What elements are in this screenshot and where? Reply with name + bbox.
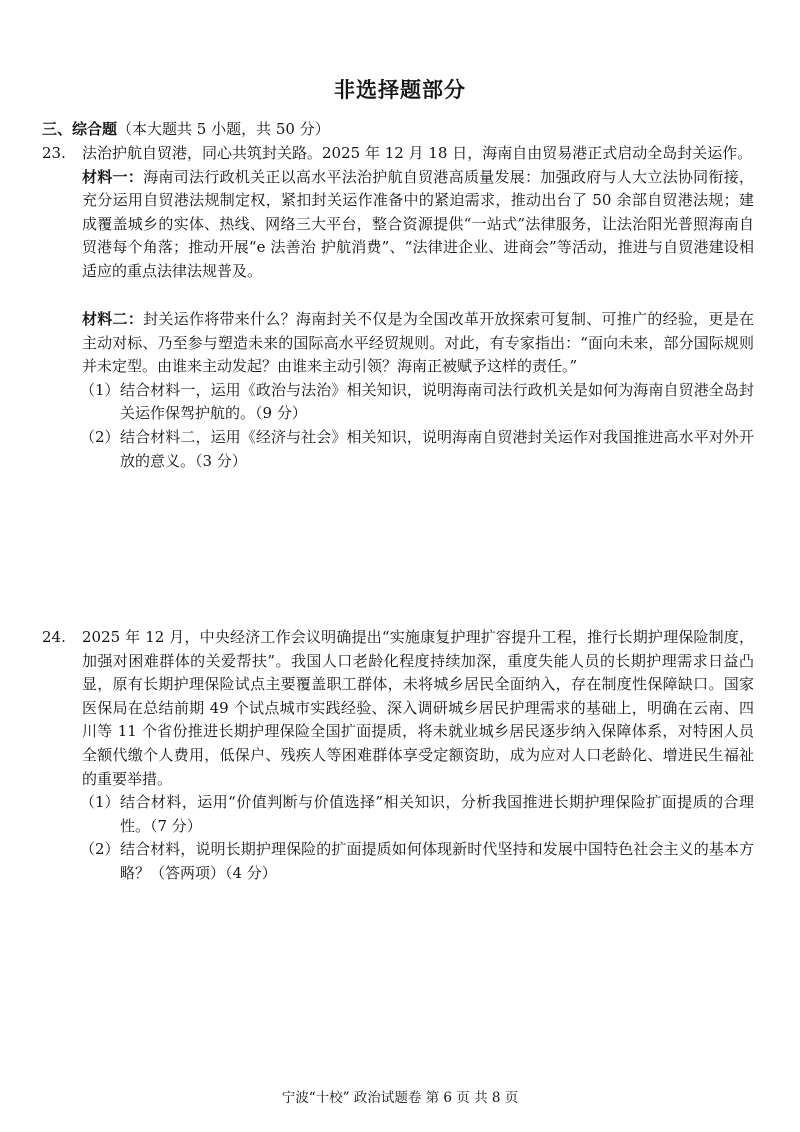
section-heading: [42, 118, 330, 139]
sub-question-number: （2）: [80, 840, 120, 859]
question-24-sub-1: [42, 791, 754, 838]
question-stem: 法治护航自贸港，同心共筑封关路。2025 年 12 月 18 日，海南自由贸易港正式启动全岛封关运作。: [82, 144, 753, 162]
question-23-material-2: [42, 308, 754, 473]
material-1-text: 海南司法行政机关正以高水平法治护航自贸港高质量发展：加强政府与人大立法协同衔接，充分运用自贸港法规制定权，紧扣封关运作准备中的紧迫需求，推动出台了 50 余部自贸港法规；建成覆盖城乡的实体、热线、网络三大平台，整合资源提供“一站式”法律服务，让法治阳光普照海南自贸港每个角落；推动开展“e 法善治 护航消费”、“法律进企业、进商会”等活动，推进与自贸港建设相适应的重点法律法规普及。: [82, 167, 754, 280]
sub-question-number: （1）: [80, 793, 120, 812]
question-23-sub-2: [42, 426, 754, 473]
question-24-sub-2: [42, 838, 754, 885]
question-number: 24.: [42, 628, 66, 646]
sub-question-text: 结合材料二，运用《经济与社会》相关知识，说明海南自贸港封关运作对我国推进高水平对外开放的意义。（3 分）: [120, 427, 754, 470]
question-24: [42, 626, 754, 886]
question-23: [42, 142, 754, 284]
sub-question-text: 结合材料一，运用《政治与法治》相关知识，说明海南司法行政机关是如何为海南自贸港全岛封关运作保驾护航的。（9 分）: [120, 380, 754, 423]
material-2-text: 封关运作将带来什么？海南封关不仅是为全国改革开放探索可复制、可推广的经验，更是在主动对标、乃至参与塑造未来的国际高水平经贸规则。对此，有专家指出：“面向未来，部分国际规则并未定型。由谁来主动发起？由谁来主动引领？海南正被赋予这样的责任。”: [82, 310, 754, 376]
material-1-label: 材料一：: [82, 167, 144, 186]
material-1: [82, 166, 754, 284]
section-label: 三、综合题: [42, 120, 118, 138]
question-number: 23.: [42, 144, 66, 162]
section-note: （本大题共 5 小题，共 50 分）: [117, 120, 330, 138]
sub-question-text: 结合材料，说明长期护理保险的扩面提质如何体现新时代坚持和发展中国特色社会主义的基本方略？（答两项）（4 分）: [120, 840, 754, 882]
sub-question-number: （2）: [80, 427, 120, 446]
question-24-stem-line: [42, 626, 754, 791]
material-2-label: 材料二：: [82, 310, 144, 328]
sub-question-number: （1）: [80, 380, 120, 399]
page-title: 非选择题部分: [334, 78, 466, 102]
question-23-sub-1: [42, 379, 754, 426]
question-23-stem-line: [42, 142, 754, 166]
material-2: [42, 308, 754, 379]
sub-question-text: 结合材料，运用“价值判断与价值选择”相关知识，分析我国推进长期护理保险扩面提质的合理性。（7 分）: [120, 793, 754, 835]
question-stem: 2025 年 12 月，中央经济工作会议明确提出“实施康复护理扩容提升工程，推行长期护理保险制度，加强对困难群体的关爱帮扶”。我国人口老龄化程度持续加深，重度失能人员的长期护理需求日益凸显，原有长期护理保险试点主要覆盖职工群体，未将城乡居民全面纳入，存在制度性保障缺口。国家医保局在总结前期 49 个试点城市实践经验、深入调研城乡居民护理需求的基础上，明确在云南、四川等 11 个省份推进长期护理保险全国扩面提质，将未就业城乡居民逐步纳入保障体系，对特困人员全额代缴个人费用，低保户、残疾人等困难群体享受定额资助，成为应对人口老龄化、增进民生福祉的重要举措。: [82, 628, 754, 788]
question-23-materials: [42, 166, 754, 284]
page-footer: 宁波“十校” 政治试题卷 第 6 页 共 8 页: [281, 1090, 519, 1106]
